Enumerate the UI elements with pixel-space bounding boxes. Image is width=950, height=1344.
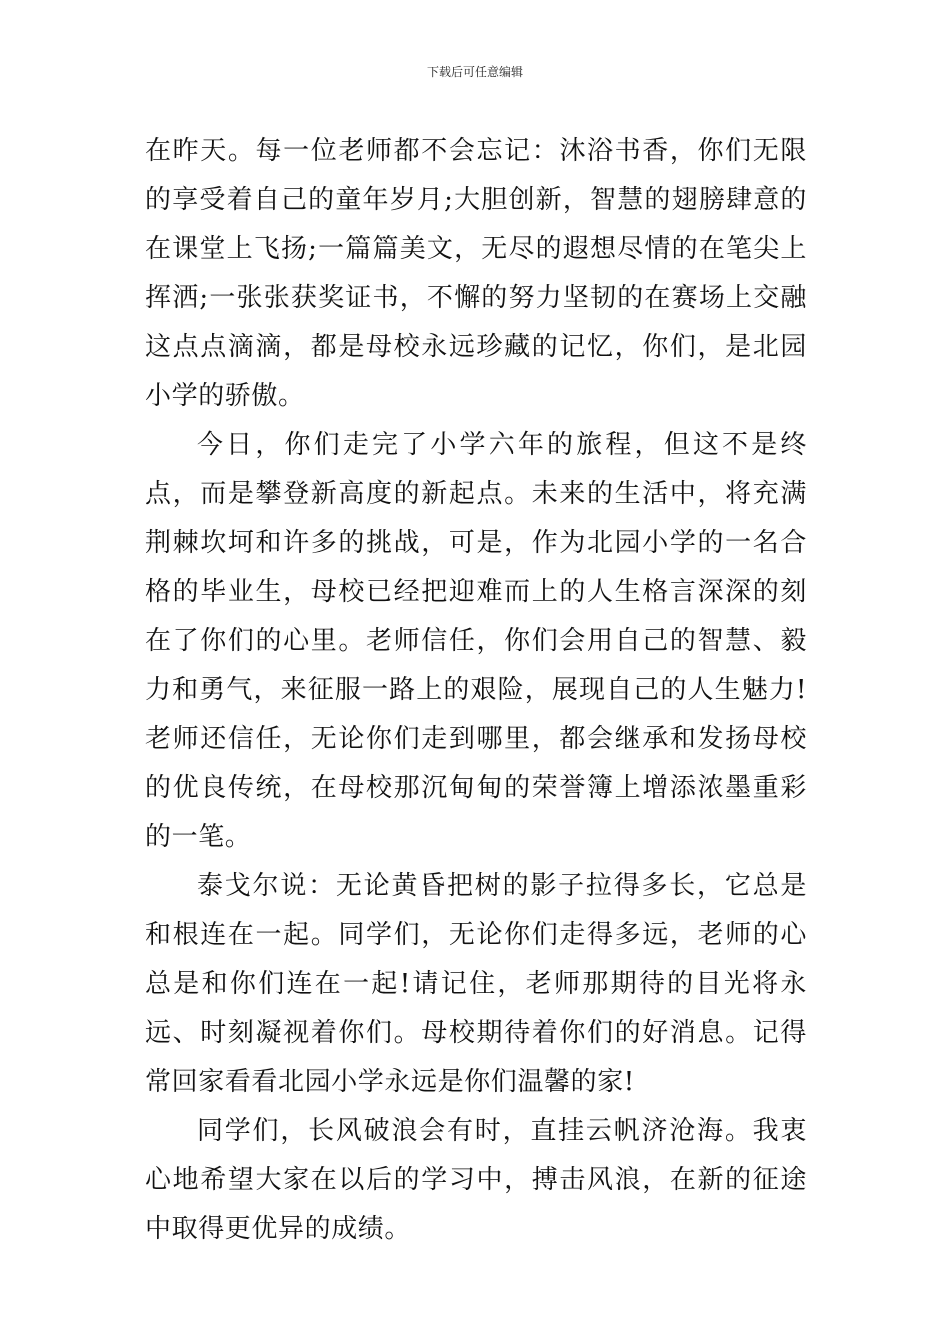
- page-header: 下载后可任意编辑: [426, 65, 523, 79]
- paragraph-2: 今日，你们走完了小学六年的旅程，但这不是终点，而是攀登新高度的新起点。未来的生活中，将充满荆棘坎坷和许多的挑战，可是，作为北园小学的一名合格的毕业生，母校已经把迎难而上的人生格言深深的刻在了你们的心里。老师信任，你们会用自己的智慧、毅力和勇气，来征服一路上的艰险，展现自己的人生魅力!老师还信任，无论你们走到哪里，都会继承和发扬母校的优良传统，在母校那沉甸甸的荣誉簿上增添浓墨重彩的一笔。: [145, 430, 807, 852]
- paragraph-3: 泰戈尔说：无论黄昏把树的影子拉得多长，它总是和根连在一起。同学们，无论你们走得多远，老师的心总是和你们连在一起!请记住，老师那期待的目光将永远、时刻凝视着你们。母校期待着你们的好消息。记得常回家看看北园小学永远是你们温馨的家!: [145, 871, 807, 1097]
- document-body: [145, 127, 807, 1254]
- paragraph-1: 在昨天。每一位老师都不会忘记：沐浴书香，你们无限的享受着自己的童年岁月;大胆创新，智慧的翅膀肆意的在课堂上飞扬;一篇篇美文，无尽的遐想尽情的在笔尖上挥洒;一张张获奖证书，不懈的努力坚韧的在赛场上交融这点点滴滴，都是母校永远珍藏的记忆，你们，是北园小学的骄傲。: [145, 136, 807, 411]
- paragraph-4: 同学们，长风破浪会有时，直挂云帆济沧海。我衷心地希望大家在以后的学习中，搏击风浪，在新的征途中取得更优异的成绩。: [145, 1116, 807, 1244]
